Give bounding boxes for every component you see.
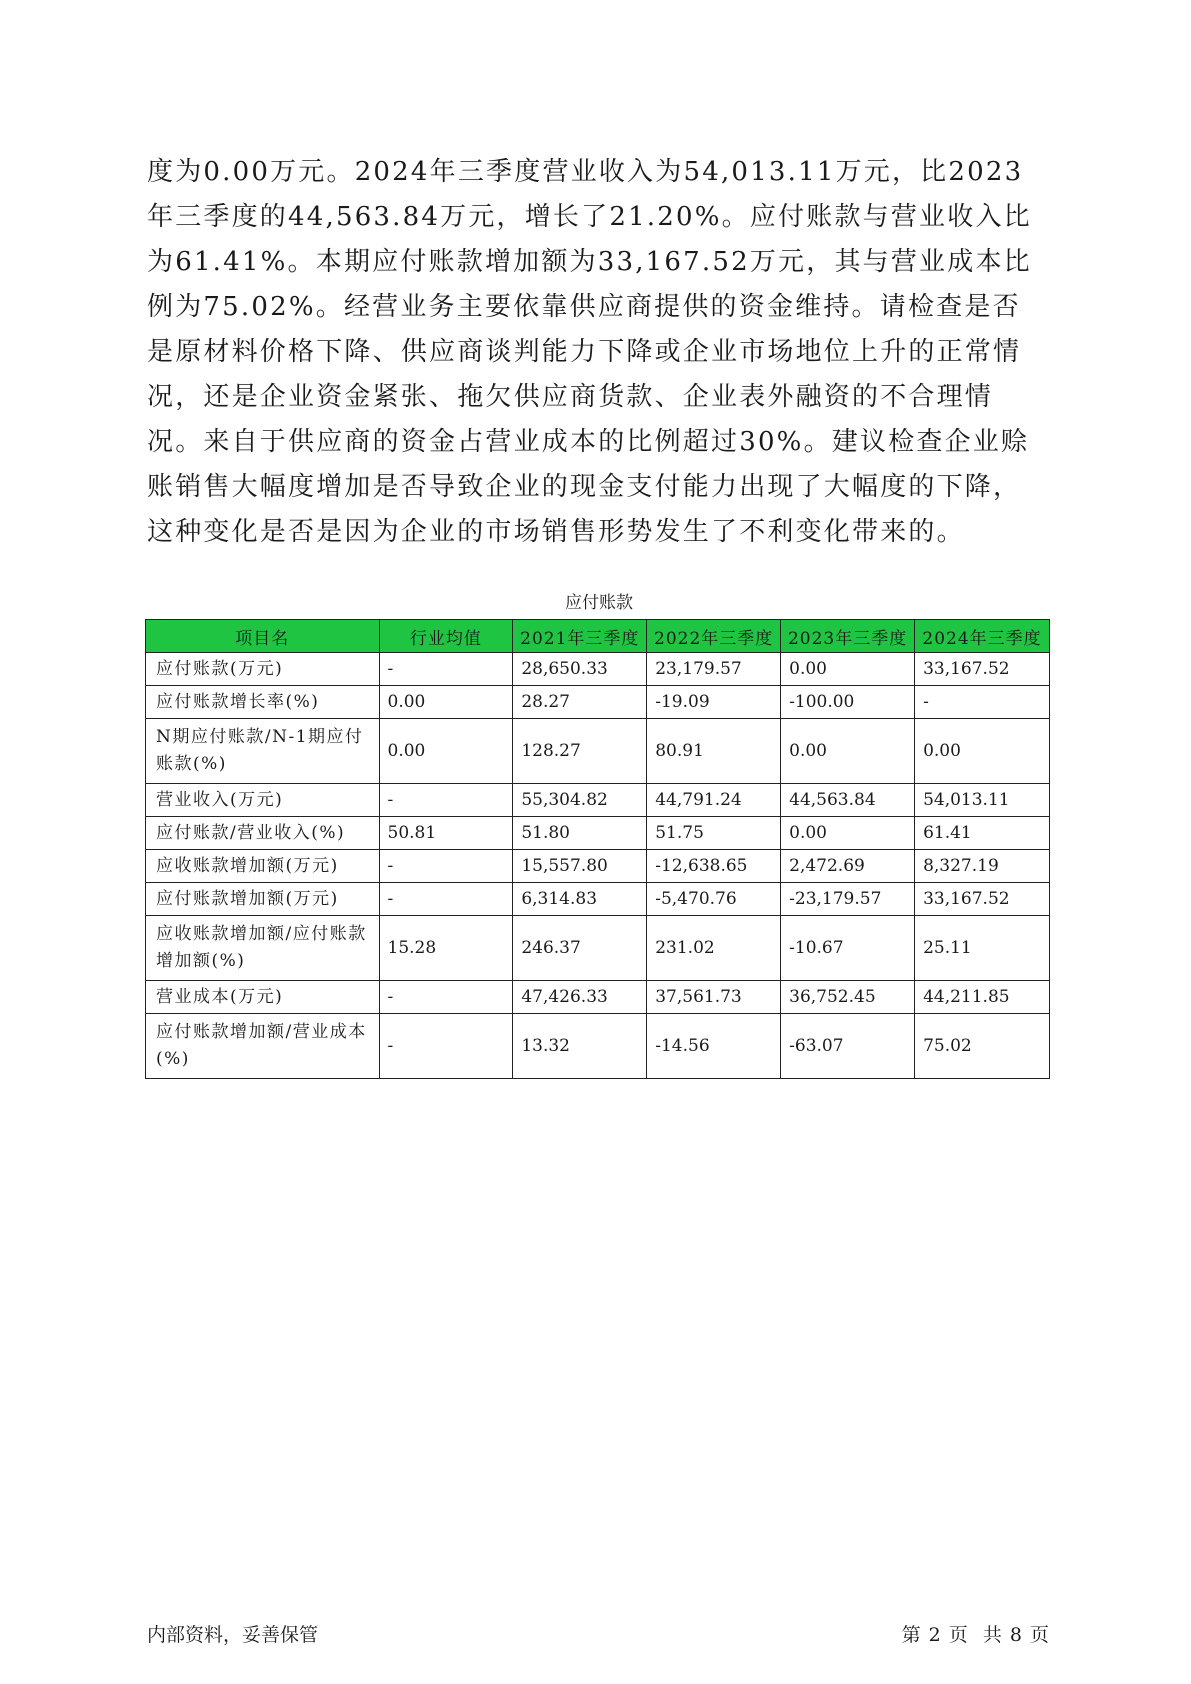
header-2024q3: 2024年三季度 [915,620,1050,653]
table-cell: 15,557.80 [513,850,647,883]
row-label: 应付账款/营业收入(%) [146,817,380,850]
body-paragraph: 度为0.00万元。2024年三季度营业收入为54,013.11万元，比2023年三季度的44,563.84万元，增长了21.20%。应付账款与营业收入比为61.41%。本期应付账款增加额为33,167.52万元，其与营业成本比例为75.02%。经营业务主要依靠供应商提供的资金维持。请检查是否是原材料价格下降、供应商谈判能力下降或企业市场地位上升的正常情况，还是企业资金紧张、拖欠供应商货款、企业表外融资的不合理情况。来自于供应商的资金占营业成本的比例超过30%。建议检查企业赊账销售大幅度增加是否导致企业的现金支付能力出现了大幅度的下降，这种变化是否是因为企业的市场销售形势发生了不利变化带来的。 [147,157,1032,547]
header-2022q3: 2022年三季度 [647,620,781,653]
table-cell: 44,791.24 [647,784,781,817]
table-cell: 47,426.33 [513,981,647,1014]
accounts-payable-table [145,619,1050,1079]
table-cell: -12,638.65 [647,850,781,883]
table-cell: - [379,1014,513,1079]
row-label: 应收账款增加额/应付账款增加额(%) [146,916,380,981]
table-row [146,981,1050,1014]
table-cell: 44,563.84 [781,784,915,817]
table-cell: 33,167.52 [915,653,1050,686]
table-row [146,653,1050,686]
table-cell: 44,211.85 [915,981,1050,1014]
table-cell: - [379,850,513,883]
table-cell: 6,314.83 [513,883,647,916]
table-cell: -14.56 [647,1014,781,1079]
table-cell: - [379,653,513,686]
table-cell: 0.00 [379,686,513,719]
header-2023q3: 2023年三季度 [781,620,915,653]
table-row [146,719,1050,784]
table-cell: 80.91 [647,719,781,784]
table-cell: 0.00 [379,719,513,784]
table-cell: 50.81 [379,817,513,850]
table-header-row [146,620,1050,653]
table-cell: 75.02 [915,1014,1050,1079]
table-cell: 54,013.11 [915,784,1050,817]
table-cell: 0.00 [781,719,915,784]
row-label: 营业收入(万元) [146,784,380,817]
table-cell: - [379,981,513,1014]
table-cell: 2,472.69 [781,850,915,883]
table-cell: 36,752.45 [781,981,915,1014]
table-cell: 0.00 [781,817,915,850]
table-cell: 0.00 [915,719,1050,784]
footer-page-number: 第 2 页 共 8 页 [901,1624,1050,1646]
row-label: 应收账款增加额(万元) [146,850,380,883]
table-cell: -10.67 [781,916,915,981]
table-row [146,883,1050,916]
row-label: 应付账款增加额(万元) [146,883,380,916]
table-cell: 8,327.19 [915,850,1050,883]
table-row [146,817,1050,850]
row-label: 应付账款增长率(%) [146,686,380,719]
table-cell: 25.11 [915,916,1050,981]
table-cell: 13.32 [513,1014,647,1079]
table-cell: -100.00 [781,686,915,719]
table-cell: 0.00 [781,653,915,686]
table-cell: 28,650.33 [513,653,647,686]
table-cell: - [379,883,513,916]
table-cell: 246.37 [513,916,647,981]
table-cell: - [379,784,513,817]
table-cell: 231.02 [647,916,781,981]
row-label: 应付账款(万元) [146,653,380,686]
table-cell: 28.27 [513,686,647,719]
table-caption: 应付账款 [565,593,633,613]
row-label: 营业成本(万元) [146,981,380,1014]
header-2021q3: 2021年三季度 [513,620,647,653]
table-row [146,916,1050,981]
table-cell: 33,167.52 [915,883,1050,916]
table-row [146,1014,1050,1079]
header-item-name: 项目名 [146,620,380,653]
table-cell: 37,561.73 [647,981,781,1014]
row-label: N期应付账款/N-1期应付账款(%) [146,719,380,784]
table-cell: 61.41 [915,817,1050,850]
table-cell: 23,179.57 [647,653,781,686]
table-cell: -63.07 [781,1014,915,1079]
footer-confidential-note: 内部资料，妥善保管 [147,1624,319,1646]
table-row [146,850,1050,883]
table-cell: 51.80 [513,817,647,850]
table-cell: 128.27 [513,719,647,784]
header-industry-avg: 行业均值 [379,620,513,653]
table-cell: -5,470.76 [647,883,781,916]
table-cell: -19.09 [647,686,781,719]
row-label: 应付账款增加额/营业成本(%) [146,1014,380,1079]
table-row [146,686,1050,719]
table-row [146,784,1050,817]
table-cell: 51.75 [647,817,781,850]
table-cell: - [915,686,1050,719]
table-cell: -23,179.57 [781,883,915,916]
table-cell: 15.28 [379,916,513,981]
table-cell: 55,304.82 [513,784,647,817]
